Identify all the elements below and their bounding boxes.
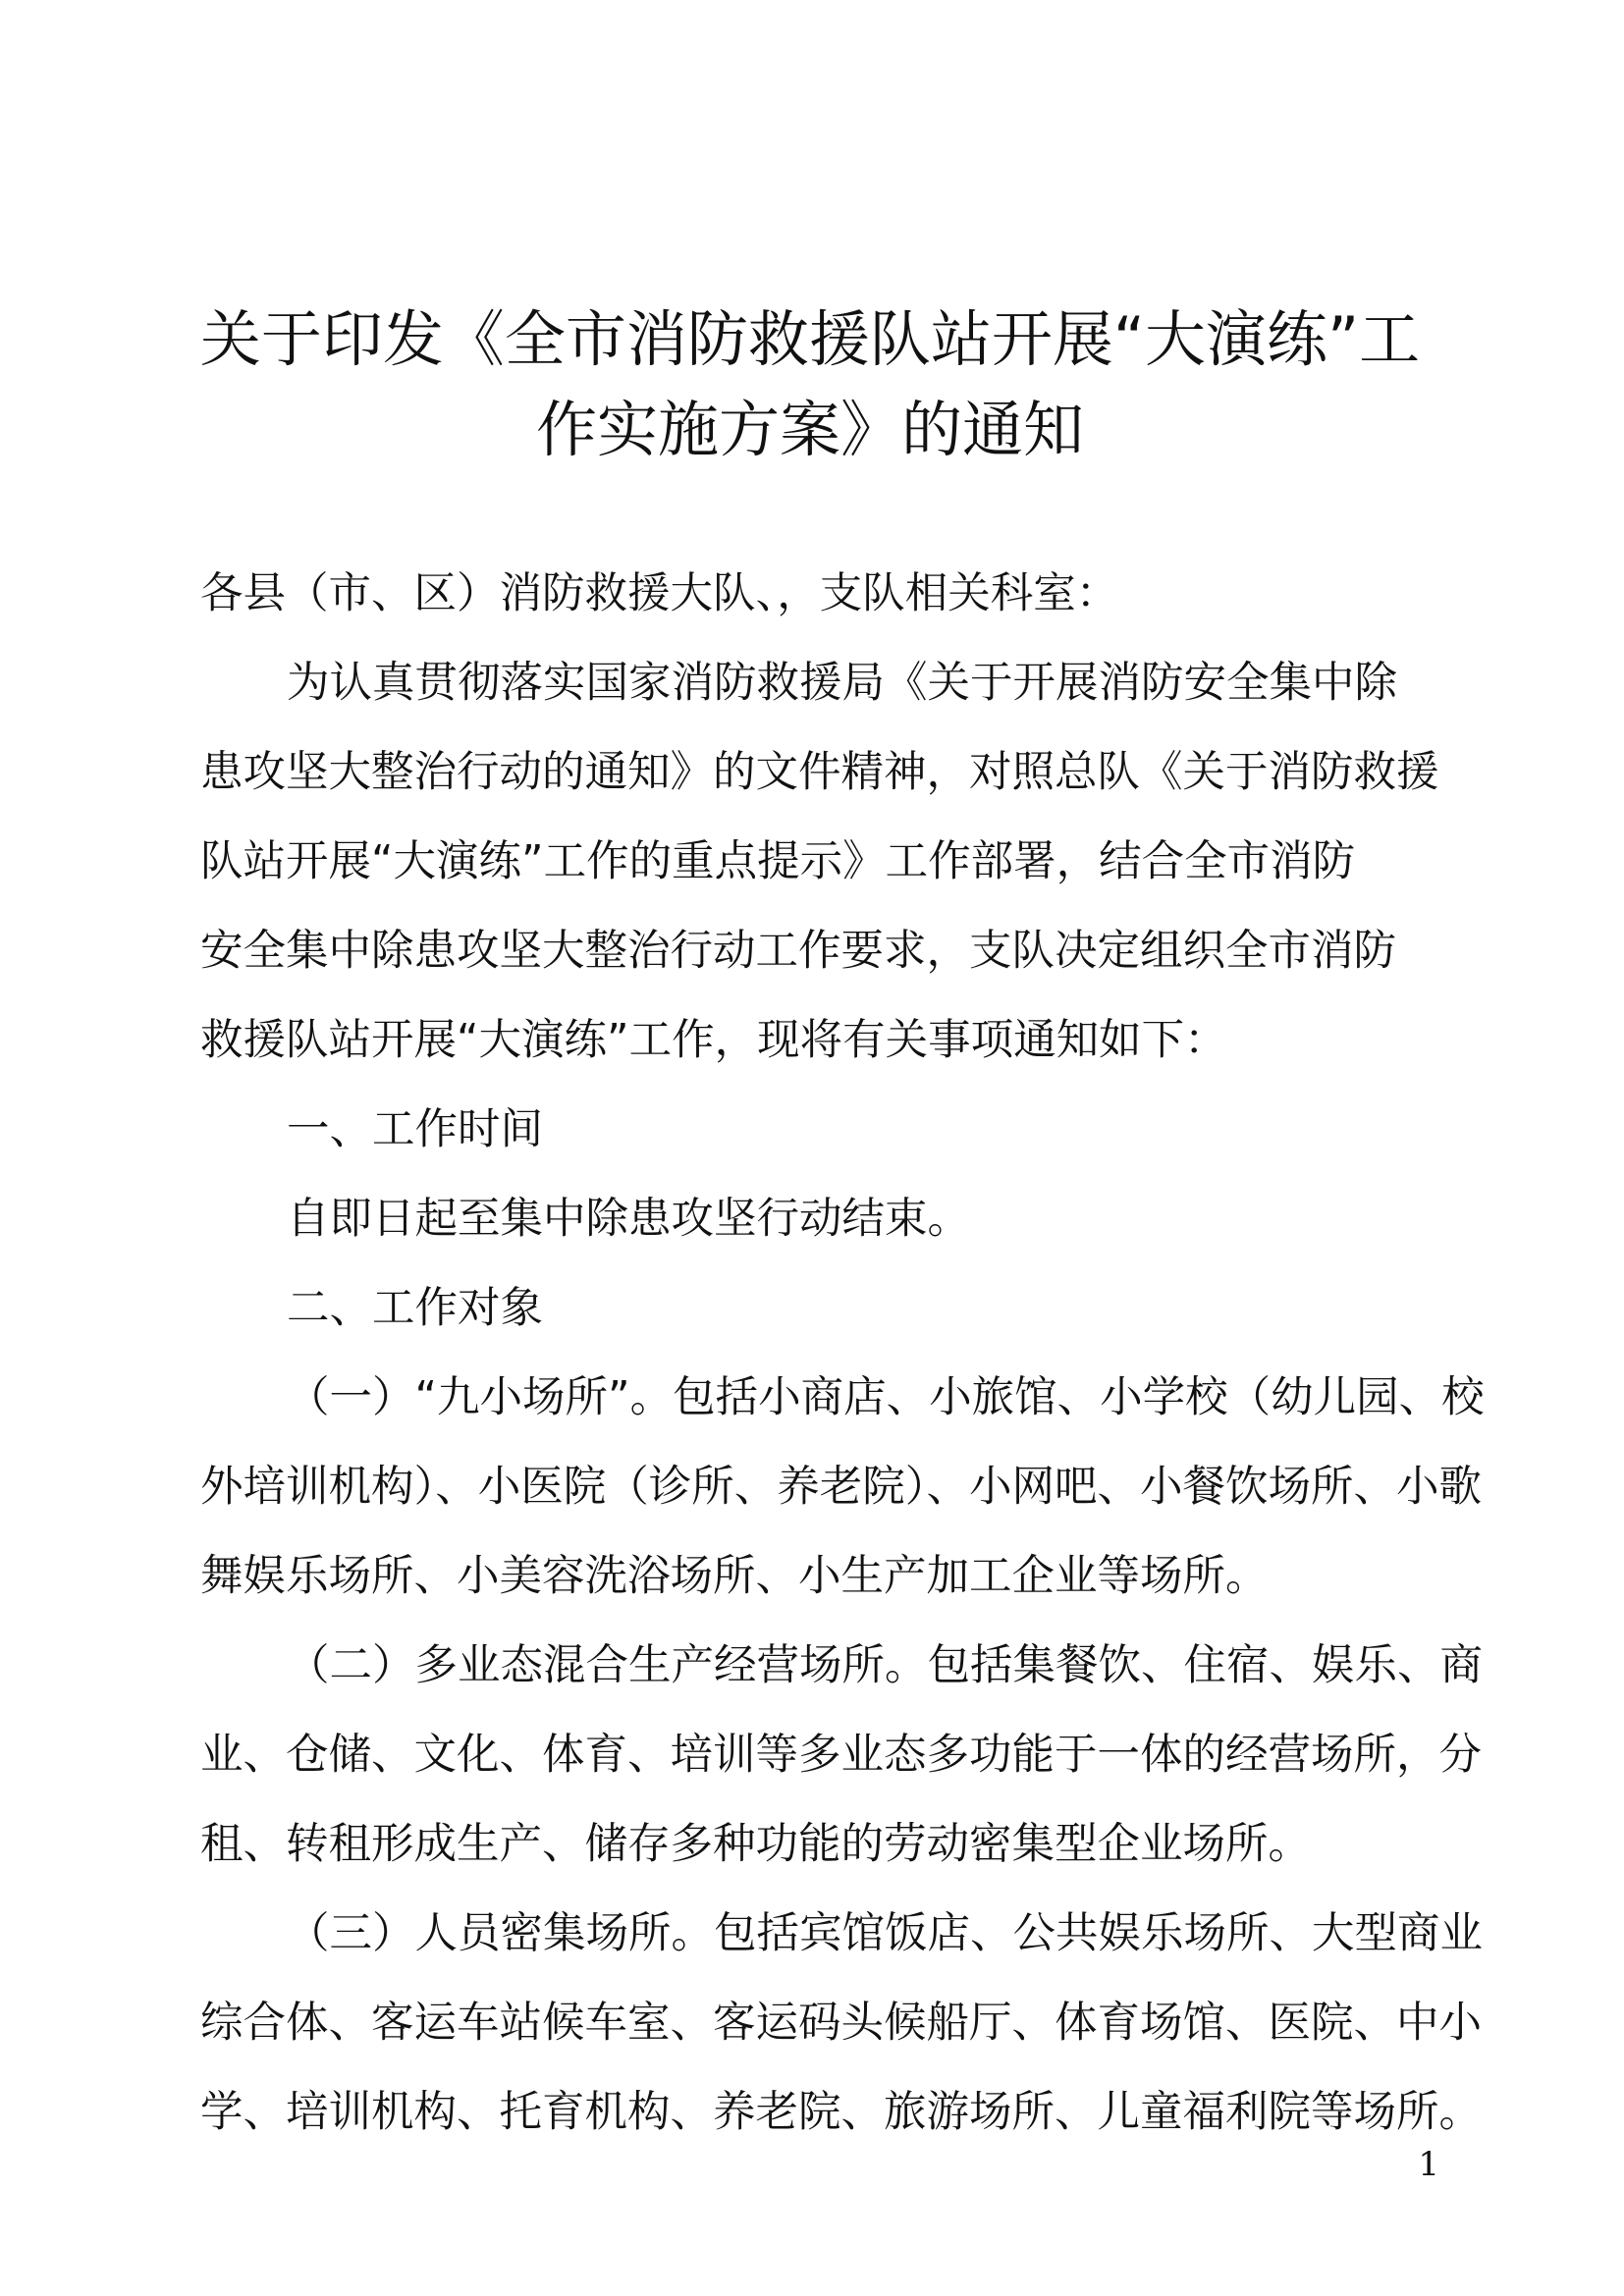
paragraph-item-1-line: 外培训机构）、小医院（诊所、养老院）、小网吧、小餐饮场所、小歌 <box>200 1463 1482 1512</box>
section-heading-targets: 二、工作对象 <box>287 1284 543 1333</box>
section-heading-time: 一、工作时间 <box>287 1105 543 1154</box>
paragraph-item-2-line: 租、转租形成生产、储存多种功能的劳动密集型企业场所。 <box>200 1820 1311 1869</box>
paragraph-item-2-line: （二）多业态混合生产经营场所。包括集餐饮、住宿、娱乐、商 <box>287 1641 1483 1690</box>
paragraph-time: 自即日起至集中除患攻坚行动结束。 <box>287 1195 970 1244</box>
document-body <box>200 550 1485 2158</box>
paragraph-item-1-line: （一）“九小场所”。包括小商店、小旅馆、小学校（幼儿园、校 <box>287 1373 1485 1422</box>
paragraph-item-3-line: 学、培训机构、托育机构、养老院、旅游场所、儿童福利院等场所。 <box>200 2088 1482 2137</box>
title-line-2: 作实施方案》的通知 <box>535 394 1084 465</box>
paragraph-item-2-line: 业、仓储、文化、体育、培训等多业态多功能于一体的经营场所，分 <box>200 1731 1482 1780</box>
paragraph-intro-line: 救援队站开展“大演练”工作，现将有关事项通知如下： <box>200 1016 1227 1065</box>
addressee: 各县（市、区）消防救援大队、，支队相关科室： <box>200 569 1119 618</box>
paragraph-intro-line: 队站开展“大演练”工作的重点提示》工作部署，结合全市消防 <box>200 837 1356 886</box>
title-line-1: 关于印发《全市消防救援队站开展“大演练”工 <box>199 303 1421 375</box>
paragraph-item-3-line: （三）人员密集场所。包括宾馆饭店、公共娱乐场所、大型商业 <box>287 1909 1483 1958</box>
paragraph-item-1-line: 舞娱乐场所、小美容洗浴场所、小生产加工企业等场所。 <box>200 1552 1269 1601</box>
paragraph-intro-line: 患攻坚大整治行动的通知》的文件精神，对照总队《关于消防救援 <box>200 748 1439 797</box>
document-title <box>196 294 1424 475</box>
paragraph-intro-line: 为认真贯彻落实国家消防救援局《关于开展消防安全集中除 <box>287 659 1397 708</box>
page-number: 1 <box>1418 2145 1439 2184</box>
paragraph-intro-line: 安全集中除患攻坚大整治行动工作要求，支队决定组织全市消防 <box>200 927 1396 976</box>
paragraph-item-3-line: 综合体、客运车站候车室、客运码头候船厅、体育场馆、医院、中小 <box>200 1999 1482 2048</box>
